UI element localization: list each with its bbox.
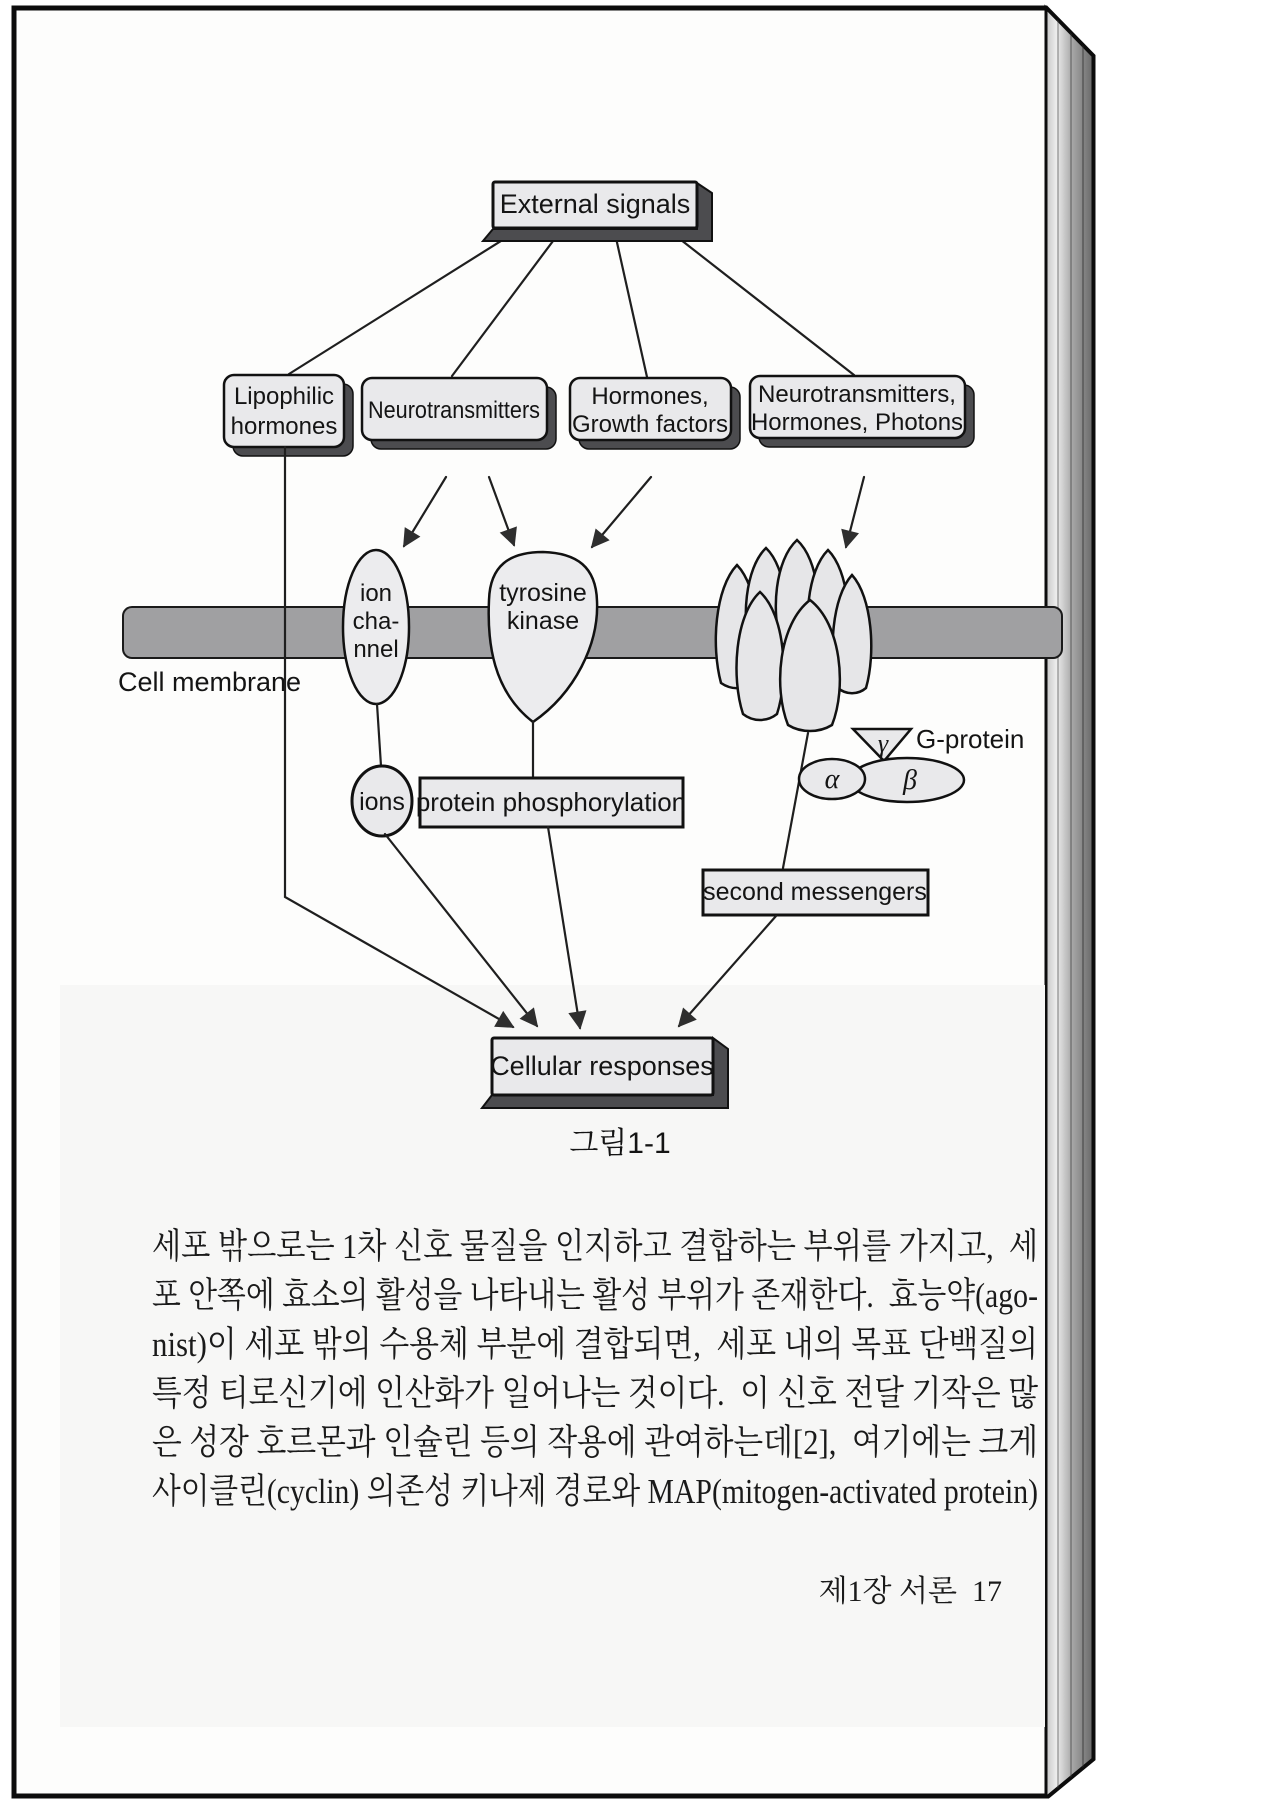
second-messengers-label: second messengers xyxy=(703,878,927,906)
paragraph-line: 사이클린(cyclin) 의존성 키나제 경로와 MAP(mitogen-activated protein) xyxy=(152,1472,1038,1511)
hormones-gf-label-line1: Hormones, xyxy=(591,383,709,410)
protein-phosphorylation-label: protein phosphorylation xyxy=(415,787,687,817)
nhp-label-line2: Hormones, Photons xyxy=(750,409,964,436)
ions-label: ions xyxy=(359,788,405,816)
cellular-responses-label: Cellular responses xyxy=(490,1051,714,1081)
ion-channel-label-line1: ion xyxy=(359,580,393,607)
paragraph-line: 은 성장 호르몬과 인슐린 등의 작용에 관여하는데[2], 여기에는 크게 xyxy=(152,1423,1038,1462)
g-protein-label: G-protein xyxy=(916,724,1025,754)
g-protein-gamma-label: γ xyxy=(877,729,889,758)
paragraph-line: nist)이 세포 밖의 수용체 부분에 결합되면, 세포 내의 목표 단백질의 xyxy=(152,1325,1038,1364)
tyrosine-kinase-label-line2: kinase xyxy=(506,607,580,635)
cell-membrane-label: Cell membrane xyxy=(118,667,302,697)
g-protein-alpha-label: α xyxy=(824,764,840,795)
page-footer: 제1장 서론 17 xyxy=(818,1575,1002,1608)
paragraph-line: 세포 밖으로는 1차 신호 물질을 인지하고 결합하는 부위를 가지고, 세 xyxy=(152,1227,1038,1266)
ion-channel-label-line2: cha- xyxy=(352,608,400,635)
nhp-label-line1: Neurotransmitters, xyxy=(758,381,956,408)
book-edge-pages xyxy=(1046,8,1093,1796)
hormones-gf-label-line2: Growth factors xyxy=(571,411,729,438)
ion-channel-label-line3: nnel xyxy=(353,636,399,663)
external-signals-label: External signals xyxy=(499,189,691,219)
figure-caption: 그림1-1 xyxy=(569,1127,671,1160)
paragraph-line: 포 안쪽에 효소의 활성을 나타내는 활성 부위가 존재한다. 효능약(ago- xyxy=(152,1276,1038,1315)
paragraph-line: 특정 티로신기에 인산화가 일어나는 것이다. 이 신호 전달 기작은 많 xyxy=(152,1374,1039,1413)
lipophilic-label-line1: Lipophilic xyxy=(233,383,335,410)
lipophilic-label-line2: hormones xyxy=(230,413,338,440)
tyrosine-kinase-label-line1: tyrosine xyxy=(499,579,587,607)
g-protein-beta-label: β xyxy=(903,765,917,796)
neurotransmitters-label: Neurotransmitters xyxy=(368,397,540,424)
